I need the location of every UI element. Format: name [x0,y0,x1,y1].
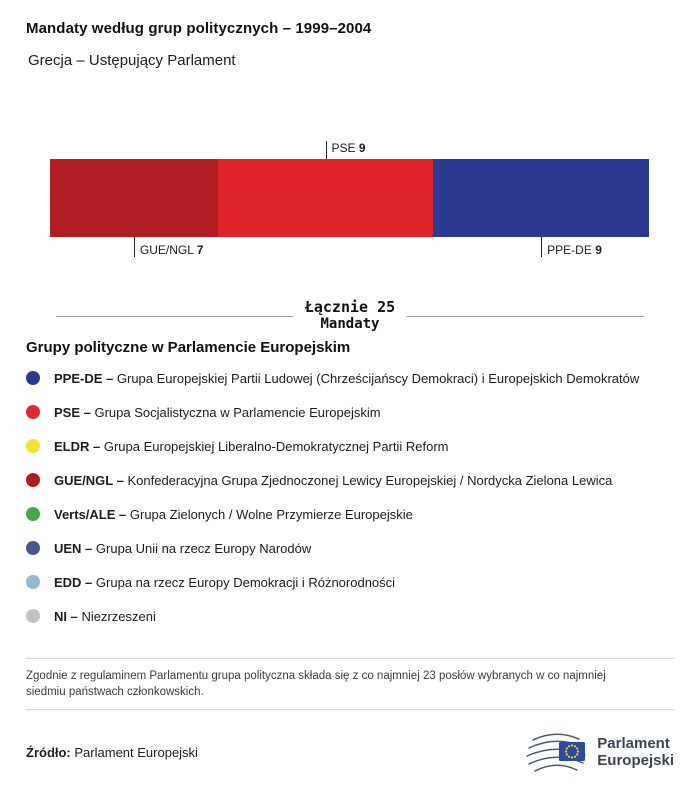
legend-abbr: GUE/NGL – [54,472,124,488]
legend-abbr: UEN – [54,540,93,556]
seat-bar [50,159,649,237]
bar-label-text-gue-ngl: GUE/NGL 7 [139,243,204,257]
legend-item-uen [26,540,674,556]
source-value: Parlament Europejski [74,744,198,760]
legend-item-ppe-de [26,370,674,386]
legend-dot-ni [26,609,40,623]
bar-segment-pse [218,159,434,237]
bar-label-text-pse: PSE 9 [331,141,366,155]
bar-label-text-ppe-de: PPE-DE 9 [547,243,602,257]
legend-dot-edd [26,575,40,589]
legend-label [54,609,156,624]
legend-desc: Grupa Zielonych / Wolne Przymierze Europejskie [129,506,413,522]
legend-label [54,405,381,420]
total-seats: Łącznie 25 [304,298,396,316]
legend-abbr: NI – [54,608,78,624]
legend-dot-verts-ale [26,507,40,521]
legend-dot-uen [26,541,40,555]
legend-abbr: PSE – [54,404,91,420]
legend-desc: Konfederacyjna Grupa Zjednoczonej Lewicy Europejskiej / Nordycka Zielona Lewica [127,472,613,488]
legend-desc: Grupa na rzecz Europy Demokracji i Różnorodności [95,574,396,590]
divider-line-right [407,316,644,317]
legend-desc: Grupa Unii na rzecz Europy Narodów [95,540,312,556]
bar-segment-ppe-de [433,159,649,237]
ep-logo-line2: Europejski [597,752,674,770]
ep-logo-line1: Parlament [597,735,670,753]
legend-desc: Grupa Socjalistyczna w Parlamencie Europejskim [94,404,381,420]
legend-item-eldr [26,438,674,454]
legend-desc: Niezrzeszeni [81,608,156,624]
source [26,745,198,760]
legend-dot-pse [26,405,40,419]
ep-logo [525,728,674,776]
legend-dot-ppe-de [26,371,40,385]
footnote: Zgodnie z regulaminem Parlamentu grupa polityczna składa się z co najmniej 23 posłów wybranych w co najmniej siedmiu państwach członkowskich. [26,658,674,710]
legend-item-pse [26,404,674,420]
legend-dot-eldr [26,439,40,453]
bar-label-gue-ngl [134,237,204,257]
bar-label-pse [326,141,366,159]
legend-label [54,507,413,522]
source-label: Źródło: [26,744,71,760]
legend-item-gue-ngl [26,472,674,488]
page-subtitle: Grecja – Ustępujący Parlament [28,52,236,69]
bar-tick-pse [326,141,327,159]
total-text [305,299,395,333]
legend [26,370,674,624]
legend-desc: Grupa Europejskiej Partii Ludowej (Chrześcijańscy Demokraci) i Europejskich Demokratów [116,370,640,386]
legend-label [54,541,311,556]
legend-abbr: Verts/ALE – [54,506,127,522]
divider-line-left [56,316,293,317]
legend-item-ni [26,608,674,624]
legend-label [54,439,449,454]
bar-segment-gue-ngl [50,159,218,237]
seat-chart [50,135,649,261]
page-title: Mandaty według grup politycznych – 1999–2004 [26,20,372,37]
total-caption: Mandaty [320,316,380,332]
legend-label [54,575,395,590]
ep-logo-mark [525,728,589,776]
legend-heading: Grupy polityczne w Parlamencie Europejskim [26,339,351,356]
legend-label [54,473,612,488]
legend-abbr: ELDR – [54,438,101,454]
legend-abbr: EDD – [54,574,93,590]
legend-abbr: PPE-DE – [54,370,114,386]
bar-label-ppe-de [541,237,602,257]
bar-tick-gue-ngl [134,237,135,257]
ep-logo-text [597,735,674,769]
legend-item-verts-ale [26,506,674,522]
bottom-row [26,728,674,776]
legend-label [54,371,639,386]
legend-item-edd [26,574,674,590]
legend-dot-gue-ngl [26,473,40,487]
bar-tick-ppe-de [541,237,542,257]
legend-desc: Grupa Europejskiej Liberalno-Demokratycznej Partii Reform [103,438,449,454]
total-row [56,299,644,333]
